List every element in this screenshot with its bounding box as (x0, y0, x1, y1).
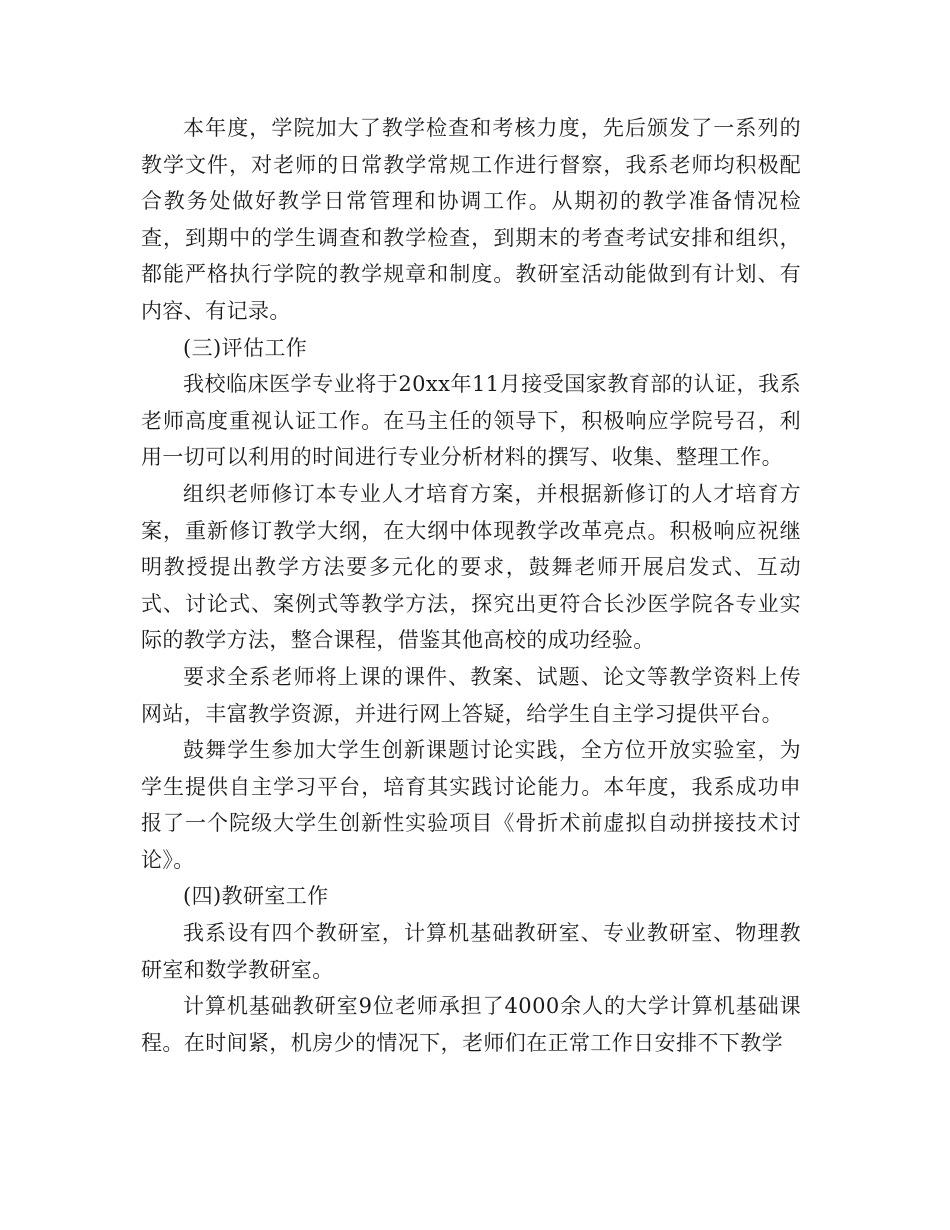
paragraph-research-offices: 我系设有四个教研室，计算机基础教研室、专业教研室、物理教研室和数学教研室。 (141, 921, 801, 982)
paragraph-training-plan: 组织老师修订本专业人才培育方案，并根据新修订的人才培育方案，重新修订教学大纲，在大纲中体现教学改革亮点。积极响应祝继明教授提出教学方法要多元化的要求，鼓舞老师开展启发式、互动式、讨论式、案例式等教学方法，探究出更符合长沙医学院各专业实际的教学方法，整合课程，借鉴其他高校的成功经验。 (141, 481, 801, 653)
paragraph-certification: 我校临床医学专业将于20xx年11月接受国家教育部的认证，我系老师高度重视认证工作。在马主任的领导下，积极响应学院号召，利用一切可以利用的时间进行专业分析材料的撰写、收集、整理工作。 (141, 372, 801, 470)
section-heading-evaluation: (三)评估工作 (183, 335, 308, 360)
paragraph-teaching-inspection: 本年度，学院加大了教学检查和考核力度，先后颁发了一系列的教学文件，对老师的日常教学常规工作进行督察，我系老师均积极配合教务处做好教学日常管理和协调工作。从期初的教学准备情况检查，到期中的学生调查和教学检查，到期末的考查考试安排和组织，都能严格执行学院的教学规章和制度。教研室活动能做到有计划、有内容、有记录。 (141, 116, 801, 323)
section-heading-teaching-research: (四)教研室工作 (183, 884, 329, 909)
document-body (141, 110, 801, 1061)
paragraph-student-innovation: 鼓舞学生参加大学生创新课题讨论实践，全方位开放实验室，为学生提供自主学习平台，培育其实践讨论能力。本年度，我系成功申报了一个院级大学生创新性实验项目《骨折术前虚拟自动拼接技术讨论》。 (141, 738, 801, 872)
paragraph-teaching-resources: 要求全系老师将上课的课件、教案、试题、论文等教学资料上传网站，丰富教学资源，并进行网上答疑，给学生自主学习提供平台。 (141, 664, 801, 726)
paragraph-computer-basics: 计算机基础教研室9位老师承担了4000余人的大学计算机基础课程。在时间紧，机房少的情况下，老师们在正常工作日安排不下教学 (141, 994, 801, 1055)
